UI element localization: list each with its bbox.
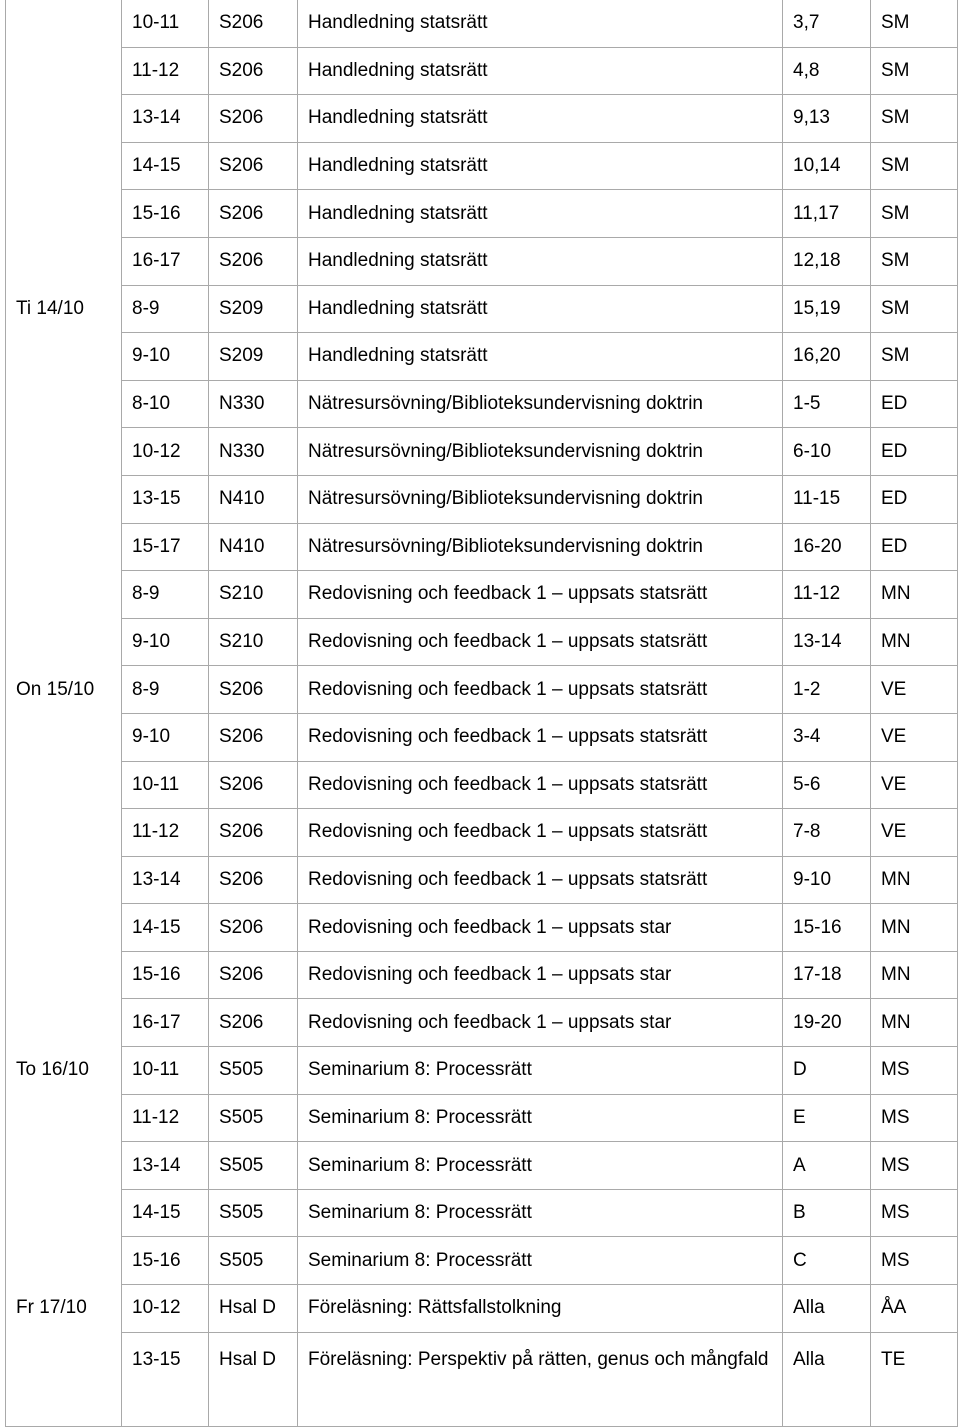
room-cell: Hsal D <box>209 1285 298 1333</box>
day-cell <box>6 951 122 999</box>
time-cell: 10-11 <box>122 761 209 809</box>
teacher-cell: SM <box>871 47 958 95</box>
day-cell <box>6 475 122 523</box>
room-cell: S505 <box>209 1189 298 1237</box>
group-cell: 11,17 <box>783 190 871 238</box>
group-cell: 16,20 <box>783 333 871 381</box>
time-cell: 11-12 <box>122 1094 209 1142</box>
activity-cell: Handledning statsrätt <box>298 285 783 333</box>
table-row <box>6 951 958 999</box>
time-cell: 8-9 <box>122 285 209 333</box>
activity-cell: Handledning statsrätt <box>298 47 783 95</box>
day-cell <box>6 523 122 571</box>
teacher-cell: SM <box>871 285 958 333</box>
table-row <box>6 285 958 333</box>
day-cell <box>6 999 122 1047</box>
group-cell: 9-10 <box>783 856 871 904</box>
room-cell: S210 <box>209 618 298 666</box>
table-row <box>6 0 958 47</box>
activity-cell: Nätresursövning/Biblioteksundervisning doktrin <box>298 380 783 428</box>
teacher-cell: MN <box>871 618 958 666</box>
teacher-cell: MS <box>871 1142 958 1190</box>
room-cell: S206 <box>209 666 298 714</box>
group-cell: 3,7 <box>783 0 871 47</box>
activity-cell: Redovisning och feedback 1 – uppsats statsrätt <box>298 809 783 857</box>
schedule-body <box>6 0 958 1426</box>
day-cell <box>6 1237 122 1285</box>
day-cell <box>6 1332 122 1426</box>
teacher-cell: SM <box>871 95 958 143</box>
teacher-cell: MS <box>871 1047 958 1095</box>
schedule-table <box>5 0 958 1427</box>
table-row <box>6 618 958 666</box>
table-row <box>6 380 958 428</box>
time-cell: 8-9 <box>122 571 209 619</box>
group-cell: Alla <box>783 1285 871 1333</box>
room-cell: S209 <box>209 285 298 333</box>
day-cell <box>6 1094 122 1142</box>
table-row <box>6 428 958 476</box>
teacher-cell: VE <box>871 713 958 761</box>
time-cell: 13-14 <box>122 95 209 143</box>
teacher-cell: SM <box>871 142 958 190</box>
group-cell: Alla <box>783 1332 871 1426</box>
day-cell <box>6 47 122 95</box>
activity-cell: Seminarium 8: Processrätt <box>298 1237 783 1285</box>
table-row <box>6 475 958 523</box>
group-cell: 19-20 <box>783 999 871 1047</box>
table-row <box>6 571 958 619</box>
room-cell: S206 <box>209 951 298 999</box>
activity-cell: Redovisning och feedback 1 – uppsats statsrätt <box>298 571 783 619</box>
room-cell: N410 <box>209 523 298 571</box>
day-cell <box>6 904 122 952</box>
day-cell <box>6 809 122 857</box>
room-cell: S206 <box>209 856 298 904</box>
teacher-cell: ED <box>871 475 958 523</box>
room-cell: Hsal D <box>209 1332 298 1426</box>
group-cell: 16-20 <box>783 523 871 571</box>
time-cell: 8-9 <box>122 666 209 714</box>
room-cell: S206 <box>209 809 298 857</box>
time-cell: 13-14 <box>122 856 209 904</box>
teacher-cell: MN <box>871 856 958 904</box>
teacher-cell: VE <box>871 666 958 714</box>
time-cell: 13-15 <box>122 1332 209 1426</box>
day-cell <box>6 1142 122 1190</box>
activity-cell: Nätresursövning/Biblioteksundervisning doktrin <box>298 523 783 571</box>
room-cell: S505 <box>209 1047 298 1095</box>
teacher-cell: SM <box>871 0 958 47</box>
time-cell: 9-10 <box>122 333 209 381</box>
group-cell: 6-10 <box>783 428 871 476</box>
group-cell: 15-16 <box>783 904 871 952</box>
group-cell: 11-12 <box>783 571 871 619</box>
activity-cell: Nätresursövning/Biblioteksundervisning doktrin <box>298 428 783 476</box>
table-row <box>6 47 958 95</box>
room-cell: S206 <box>209 190 298 238</box>
teacher-cell: MN <box>871 904 958 952</box>
day-cell <box>6 618 122 666</box>
activity-cell: Seminarium 8: Processrätt <box>298 1047 783 1095</box>
group-cell: 4,8 <box>783 47 871 95</box>
day-cell <box>6 142 122 190</box>
table-row <box>6 1332 958 1426</box>
teacher-cell: TE <box>871 1332 958 1426</box>
room-cell: S206 <box>209 0 298 47</box>
table-row <box>6 523 958 571</box>
table-row <box>6 856 958 904</box>
time-cell: 9-10 <box>122 618 209 666</box>
day-cell <box>6 95 122 143</box>
group-cell: 13-14 <box>783 618 871 666</box>
activity-cell: Redovisning och feedback 1 – uppsats statsrätt <box>298 856 783 904</box>
table-row <box>6 999 958 1047</box>
day-cell <box>6 713 122 761</box>
time-cell: 13-15 <box>122 475 209 523</box>
day-cell <box>6 0 122 47</box>
time-cell: 9-10 <box>122 713 209 761</box>
teacher-cell: MS <box>871 1237 958 1285</box>
group-cell: E <box>783 1094 871 1142</box>
teacher-cell: ÅA <box>871 1285 958 1333</box>
table-row <box>6 1142 958 1190</box>
group-cell: 3-4 <box>783 713 871 761</box>
group-cell: 5-6 <box>783 761 871 809</box>
table-row <box>6 713 958 761</box>
table-row <box>6 809 958 857</box>
table-row <box>6 904 958 952</box>
table-row <box>6 142 958 190</box>
activity-cell: Handledning statsrätt <box>298 142 783 190</box>
activity-cell: Redovisning och feedback 1 – uppsats statsrätt <box>298 666 783 714</box>
activity-cell: Handledning statsrätt <box>298 190 783 238</box>
activity-cell: Redovisning och feedback 1 – uppsats star <box>298 999 783 1047</box>
room-cell: S206 <box>209 713 298 761</box>
room-cell: N410 <box>209 475 298 523</box>
day-cell <box>6 190 122 238</box>
room-cell: S206 <box>209 95 298 143</box>
group-cell: 1-2 <box>783 666 871 714</box>
day-cell <box>6 571 122 619</box>
time-cell: 15-16 <box>122 1237 209 1285</box>
room-cell: S505 <box>209 1237 298 1285</box>
activity-cell: Seminarium 8: Processrätt <box>298 1142 783 1190</box>
time-cell: 14-15 <box>122 904 209 952</box>
activity-cell: Redovisning och feedback 1 – uppsats star <box>298 951 783 999</box>
day-cell: On 15/10 <box>6 666 122 714</box>
table-row <box>6 1237 958 1285</box>
activity-cell: Handledning statsrätt <box>298 333 783 381</box>
day-cell: Fr 17/10 <box>6 1285 122 1333</box>
activity-cell: Redovisning och feedback 1 – uppsats statsrätt <box>298 761 783 809</box>
table-row <box>6 333 958 381</box>
time-cell: 10-11 <box>122 1047 209 1095</box>
activity-cell: Föreläsning: Perspektiv på rätten, genus och mångfald <box>298 1332 783 1426</box>
group-cell: 7-8 <box>783 809 871 857</box>
group-cell: 15,19 <box>783 285 871 333</box>
room-cell: S505 <box>209 1094 298 1142</box>
table-row <box>6 761 958 809</box>
teacher-cell: MS <box>871 1094 958 1142</box>
time-cell: 10-11 <box>122 0 209 47</box>
teacher-cell: MN <box>871 999 958 1047</box>
time-cell: 13-14 <box>122 1142 209 1190</box>
time-cell: 14-15 <box>122 1189 209 1237</box>
table-row <box>6 190 958 238</box>
room-cell: S206 <box>209 237 298 285</box>
table-row <box>6 1285 958 1333</box>
group-cell: 11-15 <box>783 475 871 523</box>
time-cell: 15-16 <box>122 190 209 238</box>
room-cell: S209 <box>209 333 298 381</box>
teacher-cell: SM <box>871 237 958 285</box>
teacher-cell: MS <box>871 1189 958 1237</box>
teacher-cell: ED <box>871 428 958 476</box>
room-cell: S206 <box>209 142 298 190</box>
day-cell <box>6 428 122 476</box>
group-cell: 17-18 <box>783 951 871 999</box>
time-cell: 10-12 <box>122 1285 209 1333</box>
group-cell: 9,13 <box>783 95 871 143</box>
day-cell: Ti 14/10 <box>6 285 122 333</box>
teacher-cell: VE <box>871 809 958 857</box>
room-cell: S206 <box>209 47 298 95</box>
group-cell: C <box>783 1237 871 1285</box>
room-cell: S505 <box>209 1142 298 1190</box>
activity-cell: Redovisning och feedback 1 – uppsats statsrätt <box>298 618 783 666</box>
time-cell: 16-17 <box>122 999 209 1047</box>
day-cell <box>6 380 122 428</box>
day-cell <box>6 237 122 285</box>
activity-cell: Handledning statsrätt <box>298 95 783 143</box>
activity-cell: Nätresursövning/Biblioteksundervisning doktrin <box>298 475 783 523</box>
time-cell: 16-17 <box>122 237 209 285</box>
teacher-cell: MN <box>871 951 958 999</box>
group-cell: 10,14 <box>783 142 871 190</box>
time-cell: 11-12 <box>122 809 209 857</box>
day-cell <box>6 761 122 809</box>
activity-cell: Redovisning och feedback 1 – uppsats statsrätt <box>298 713 783 761</box>
day-cell: To 16/10 <box>6 1047 122 1095</box>
day-cell <box>6 856 122 904</box>
room-cell: S206 <box>209 999 298 1047</box>
group-cell: 12,18 <box>783 237 871 285</box>
activity-cell: Föreläsning: Rättsfallstolkning <box>298 1285 783 1333</box>
teacher-cell: MN <box>871 571 958 619</box>
day-cell <box>6 333 122 381</box>
group-cell: D <box>783 1047 871 1095</box>
activity-cell: Handledning statsrätt <box>298 237 783 285</box>
table-row <box>6 1094 958 1142</box>
teacher-cell: VE <box>871 761 958 809</box>
room-cell: N330 <box>209 380 298 428</box>
group-cell: 1-5 <box>783 380 871 428</box>
time-cell: 8-10 <box>122 380 209 428</box>
teacher-cell: ED <box>871 523 958 571</box>
time-cell: 15-17 <box>122 523 209 571</box>
time-cell: 10-12 <box>122 428 209 476</box>
teacher-cell: SM <box>871 333 958 381</box>
activity-cell: Seminarium 8: Processrätt <box>298 1094 783 1142</box>
activity-cell: Seminarium 8: Processrätt <box>298 1189 783 1237</box>
group-cell: B <box>783 1189 871 1237</box>
teacher-cell: SM <box>871 190 958 238</box>
time-cell: 15-16 <box>122 951 209 999</box>
room-cell: S206 <box>209 904 298 952</box>
activity-cell: Handledning statsrätt <box>298 0 783 47</box>
room-cell: N330 <box>209 428 298 476</box>
room-cell: S210 <box>209 571 298 619</box>
group-cell: A <box>783 1142 871 1190</box>
time-cell: 14-15 <box>122 142 209 190</box>
table-row <box>6 95 958 143</box>
activity-cell: Redovisning och feedback 1 – uppsats star <box>298 904 783 952</box>
table-row <box>6 1047 958 1095</box>
room-cell: S206 <box>209 761 298 809</box>
time-cell: 11-12 <box>122 47 209 95</box>
teacher-cell: ED <box>871 380 958 428</box>
day-cell <box>6 1189 122 1237</box>
table-row <box>6 1189 958 1237</box>
table-row <box>6 237 958 285</box>
table-row <box>6 666 958 714</box>
